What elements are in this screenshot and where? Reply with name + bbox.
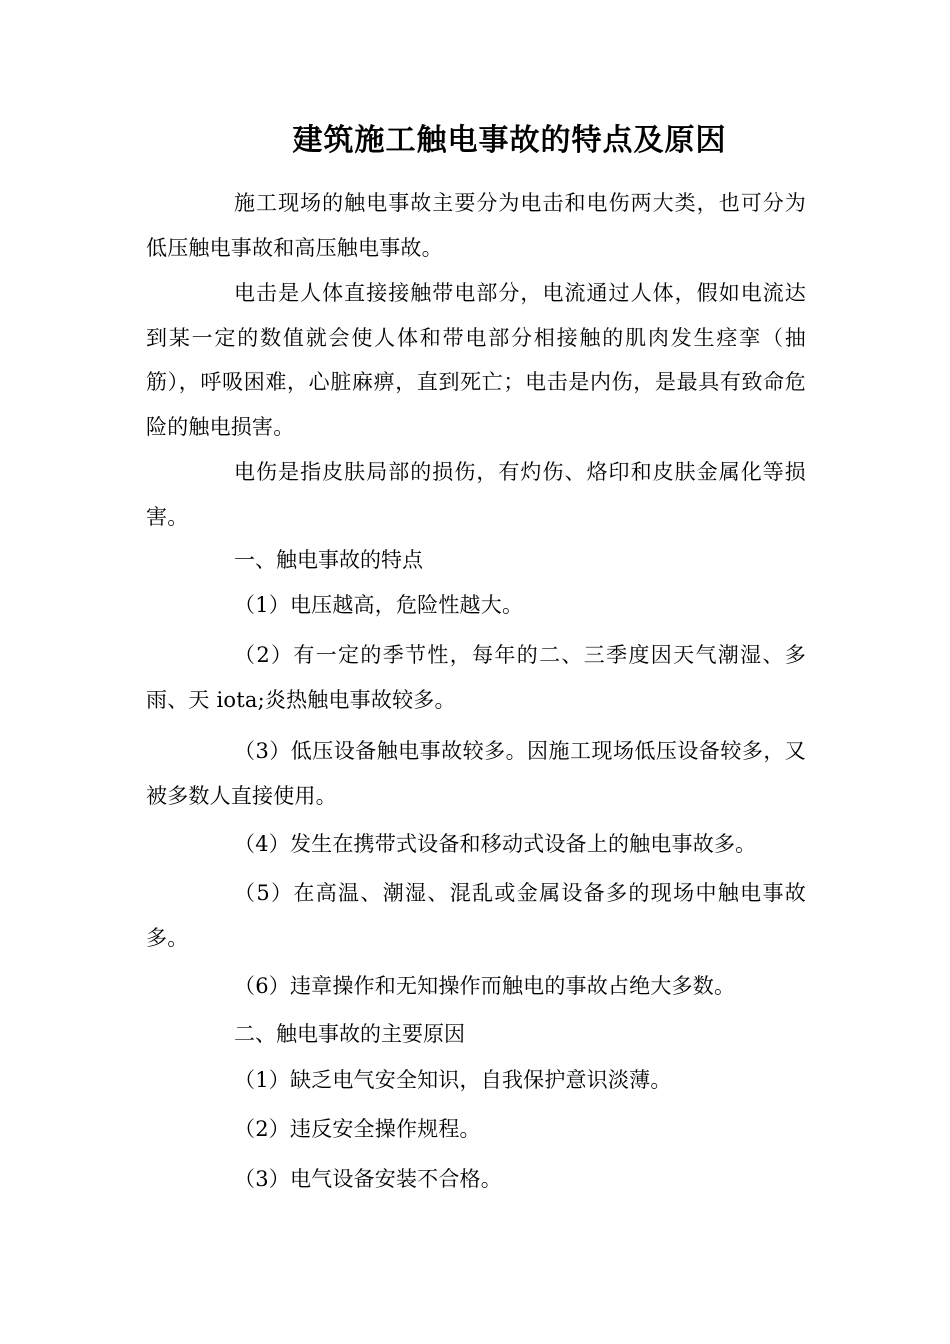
section-heading-causes: 二、触电事故的主要原因 [234,1022,465,1046]
list-item: （6）违章操作和无知操作而触电的事故占绝大多数。 [234,974,736,998]
section-heading-characteristics: 一、触电事故的特点 [234,548,423,572]
paragraph-intro: 施工现场的触电事故主要分为电击和电伤两大类，也可分为低压触电事故和高压触电事故。 [146,191,806,260]
list-item: （3）低压设备触电事故较多。因施工现场低压设备较多，又被多数人直接使用。 [146,739,806,808]
paragraph-electric-injury: 电伤是指皮肤局部的损伤，有灼伤、烙印和皮肤金属化等损害。 [146,460,806,529]
list-item: （1）电压越高，危险性越大。 [234,593,524,617]
list-item: （1）缺乏电气安全知识，自我保护意识淡薄。 [234,1068,672,1092]
paragraph-electric-shock: 电击是人体直接接触带电部分，电流通过人体，假如电流达到某一定的数值就会使人体和带电部分相接触的肌肉发生痉挛（抽筋），呼吸困难，心脏麻痹，直到死亡；电击是内伤，是最具有致命危险的触电损害。 [146,281,806,439]
list-item: （2）有一定的季节性，每年的二、三季度因天气潮湿、多雨、天 iota;炎热触电事故较多。 [146,643,806,712]
document-title: 建筑施工触电事故的特点及原因 [292,123,727,158]
list-item: （5）在高温、潮湿、混乱或金属设备多的现场中触电事故多。 [146,881,806,950]
list-item: （4）发生在携带式设备和移动式设备上的触电事故多。 [234,832,757,856]
list-item: （3）电气设备安装不合格。 [234,1167,502,1191]
list-item: （2）违反安全操作规程。 [234,1117,481,1141]
